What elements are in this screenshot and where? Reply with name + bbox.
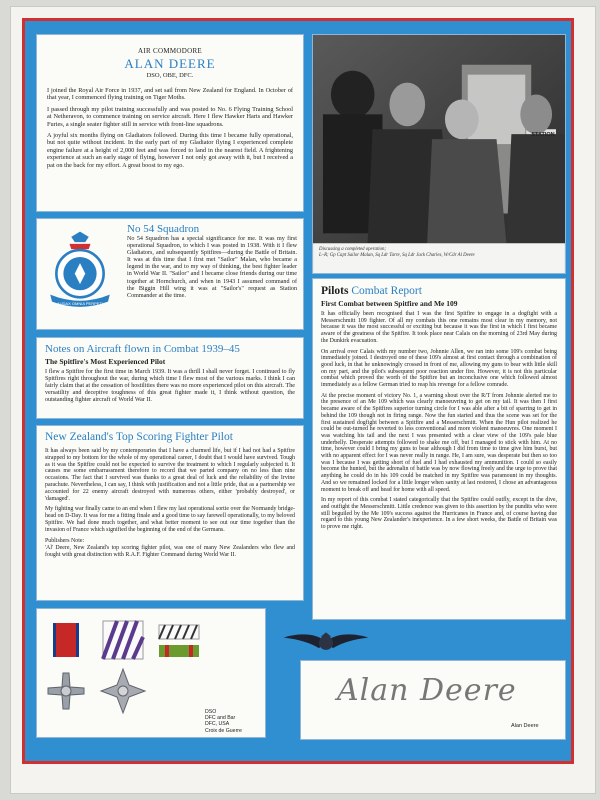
rank: AIR COMMODORE bbox=[138, 47, 202, 55]
medal-label-1: DSO bbox=[205, 709, 217, 715]
nz-panel bbox=[36, 425, 304, 601]
caption-line-2: L–R; Gp Capt Sailor Malan, Sq Ldr Tarre, Sq Ldr Jack Charles, W/Cdr Al Deere bbox=[319, 253, 475, 258]
nz-para-1: It has always been said by my contemporaries that I have a charmed life, but if I had not had a Spitfire strapped to my bottom for the whole of my operational career, I doubt that I would have survived. Tough as it was the Spitfire could not be expected to survive the treatment to which I regularly subjected it. It causes me some embarrassment therefore to record that we parted company on no less than nine occasions. The fact that I survived was thanks to a great deal of luck and the reliability of the Irvine parachute. Nevertheless, I can say, I think with justification and not a little pride, that as a partnership we accounted for 22 enemy aircraft destroyed with numerous others, either 'probably destroyed', or 'damaged'. bbox=[45, 448, 295, 502]
combat-title bbox=[321, 284, 557, 298]
badge-motto: AUDAX OMNIA PERPETI bbox=[56, 301, 103, 306]
medals-label bbox=[205, 709, 265, 734]
combat-para-2: On arrival over Calais with my number two, Johnnie Allen, we ran into some 109's combat being immediately joined. I destroyed one of these 109's almost at first contact through a combination of good luck, in that he unknowingly crossed in front of me, allowing my guns to bear with little skill on my part, and the pilot's subsequent poor reaction under fire. However, it is not this particular combat which proved the worth of the Spitfire but an inconclusive one which followed almost immediately as a fellow German tried to reap his revenge for a fellow comrade. bbox=[321, 348, 557, 389]
intro-para-2: I passed through my pilot training successfully and was posted to No. 6 Flying Training School at Netheravon, to commence training on service aircraft. Here I flew Hawker Harts and Hawker Furies, a single seater fighter still in service with front-line squadrons. bbox=[47, 105, 293, 128]
medal-label-3: DFC, USA bbox=[205, 721, 230, 728]
intro-para-3: A joyful six months flying on Gladiators followed. During this time I became fully operational, but not quite without incident. In the early part of my Gladiator flying I experienced complete engine failure at a height of 2,000 feet and was forced to land in the nearest field. A frightening experience at such an early stage of flying, however I not only got away with it, but I received a pat on the back for my effort. A great boost to my ego. bbox=[47, 132, 293, 169]
squadron-text-block bbox=[127, 223, 297, 304]
signature-printed: Alan Deere bbox=[511, 723, 539, 729]
squadron-text: No 54 Squadron has a special significance for me. It was my first operational Squadron, to which I was posted in 1938. With it I flew Gladiators, and subsequently Spitfires—during the Battle of Britain. It was at this time that I first met "Sailor" Malan, who became a legend in the war, and to my way of thinking, the best fighter leader in World War II. "Sailor" and I became close friends during our time together at Hornchurch, and when in 1943 I assumed command of the Biggin Hill wing it was at "Sailor's" request as Station Commander at the time. bbox=[127, 236, 297, 299]
pilots-photo bbox=[313, 35, 565, 273]
combat-title-black: Pilots bbox=[321, 285, 349, 297]
honours: DSO, OBE, DFC. bbox=[146, 72, 194, 79]
combat-para-3: At the precise moment of victory No. 1, a warning shout over the R/T from Johnnie alerted me to the presence of an Me 109 which was clearly manoeuvring to get on my tail. It was then I first became aware of the Spitfires superior turning circle for I was able after a bit of sparring to get in behind the 109 though not in firing range. Now the fun started and thus the scene was set for the first sustained dogfight between a Spitfire and a Messerschmitt. When the Hun pilot realized he could be out-turned he reverted to less conventional and more violent manoeuvres. One moment I was watching his tail and the next I was presented with a clear view of the 109's pale blue underbelly. Desperate attempts followed to shake me off, but I managed to stick with him. At no time, however could I bring my guns to bear although I did from time to time give him burst, but with no apparent effect for I was never really in range. He, I am sure, was desperate but then so too was I because I was getting short of fuel and I had exhausted my ammunition. I could so easily become the hunted, but the adrenalin of battle was by now flowing freely and the urge to prove that anything he could do in his 109 could be matched in my Spitfire was paramount in my thoughts. And so we remained locked for a little longer when sanity at last restored, I chose an advantageous moment to break off and head for home with all speed. bbox=[321, 392, 557, 493]
combat-panel bbox=[312, 278, 566, 620]
medal-label-4: Croix de Guerre bbox=[205, 727, 242, 734]
caption-line-1: Discussing a completed operation; bbox=[319, 247, 387, 252]
photo-sign: STATION bbox=[531, 132, 555, 138]
pilot-wings-icon bbox=[282, 628, 370, 656]
combat-title-blue: Combat Report bbox=[351, 285, 422, 297]
nz-para-2: My fighting war finally came to an end when I flew my last operational sortie over the Normandy bridge-head on D-Day. It was for me a fitting finale and a good time to say farewell operationally, to my beloved Spitfire. We had done much together, and what better moment to see out our time together than the invasion of France which signified the beginning of the end of the Germans. bbox=[45, 506, 295, 533]
aircraft-panel bbox=[36, 337, 304, 419]
intro-panel bbox=[36, 34, 304, 212]
photo-panel bbox=[312, 34, 566, 274]
aircraft-title: Notes on Aircraft flown in Combat 1939–45 bbox=[45, 343, 240, 355]
signature-script: Alan Deere bbox=[337, 673, 517, 708]
medals-panel bbox=[36, 608, 266, 738]
squadron-panel bbox=[36, 218, 304, 330]
nz-title: New Zealand's Top Scoring Fighter Pilot bbox=[45, 431, 233, 443]
name-title: ALAN DEERE bbox=[124, 56, 216, 71]
combat-subtitle: First Combat between Spitfire and Me 109 bbox=[321, 299, 458, 308]
medal-label-2: DFC and Bar bbox=[205, 715, 236, 722]
header bbox=[47, 47, 293, 79]
publishers-note-label: Publishers Note: bbox=[45, 537, 85, 544]
combat-para-4: In my report of this combat I stated categorically that the Spitfire could outfly, except in the dive, and outfight the Messerschmitt. Little credence was given to this assertion by the pundits who were still beguiled by the Me 109's success against the Hurricanes in France and, of course having due regard to this young New Zealander's inexperience. In a few short weeks, the Battle of Britain was to prove me right. bbox=[321, 497, 557, 531]
intro-para-1: I joined the Royal Air Force in 1937, and set sail from New Zealand for England. In October of that year, I commenced flying training on Tiger Moths. bbox=[47, 87, 293, 102]
aircraft-subtitle: The Spitfire's Most Experienced Pilot bbox=[45, 357, 166, 366]
squadron-title: No 54 Squadron bbox=[127, 223, 200, 235]
publishers-note-text: 'Al' Deere, New Zealand's top scoring fighter pilot, was one of many New Zealanders who flew and fought with great distinction with R.A.F. Fighter Command during World War II. bbox=[45, 545, 295, 559]
signature-panel bbox=[300, 660, 566, 740]
photo-caption bbox=[319, 247, 563, 259]
combat-para-1: It has officially been recognised that I was the first Spitfire to engage in a dogfight with a Messerschmitt 109 fighter. Of all my combats this one remains most clear in my memory, not because it was the most successful or exciting but because it was the first in which I first became aware of the greatness of the Spitfire. It took place near Calais on the morning of 23rd May during the Dunkirk evacuation. bbox=[321, 311, 557, 344]
aircraft-text: I flew a Spitfire for the first time in March 1939. It was a thrill I shall never forget. I continued to fly Spitfires right throughout the war, during which time I flew most of the various marks. I think I can fairly claim that at the cessation of hostilities there was no more experienced pilot on this aircraft. The versatility and deceptive toughness of this great fighter made it, I think without question, the outstanding fighter aircraft of World War II. bbox=[45, 369, 295, 404]
